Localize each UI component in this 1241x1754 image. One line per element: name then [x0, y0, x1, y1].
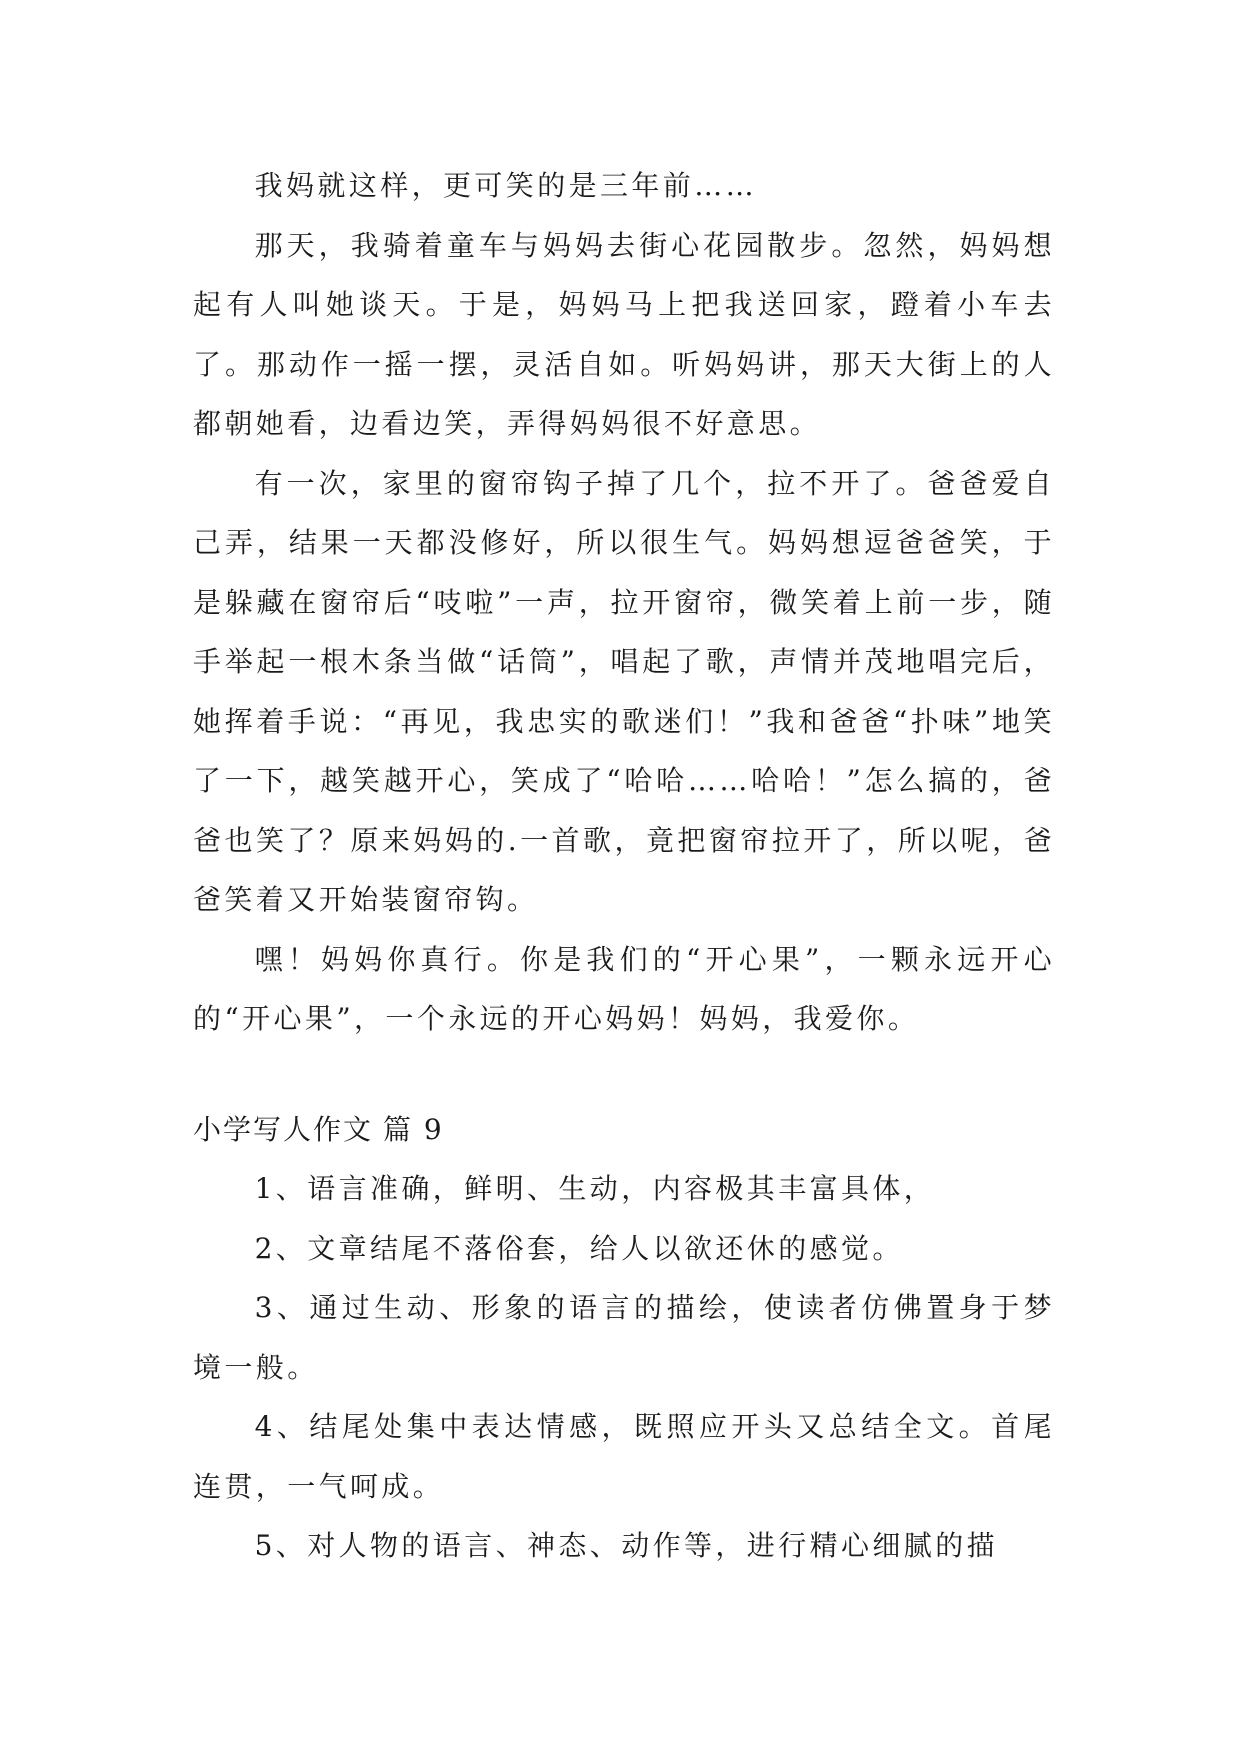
- section-heading: [193, 1100, 1055, 1160]
- section-heading-number: 篇 9: [383, 1112, 444, 1146]
- comment-item-2: 2、文章结尾不落俗套，给人以欲还休的感觉。: [254, 1231, 904, 1265]
- comment-item-3: 3、通过生动、形象的语言的描绘，使读者仿佛置身于梦境一般。: [193, 1291, 1055, 1384]
- comment-item-4: 4、结尾处集中表达情感，既照应开头又总结全文。首尾连贯，一气呵成。: [193, 1410, 1055, 1503]
- story-paragraph-2: 那天，我骑着童车与妈妈去街心花园散步。忽然，妈妈想起有人叫她谈天。于是，妈妈马上把我送回家，蹬着小车去了。那动作一摇一摆，灵活自如。听妈妈讲，那天大街上的人都朝她看，边看边笑，弄得妈妈很不好意思。: [193, 228, 1055, 440]
- comment-item-1: 1、语言准确，鲜明、生动，内容极其丰富具体，: [254, 1172, 936, 1205]
- story-paragraph-4: 嘿！妈妈你真行。你是我们的“开心果”，一颗永远开心的“开心果”，一个永远的开心妈妈！妈妈，我爱你。: [193, 942, 1055, 1035]
- story-paragraph-3: 有一次，家里的窗帘钩子掉了几个，拉不开了。爸爸爱自己弄，结果一天都没修好，所以很生气。妈妈想逗爸爸笑，于是躲藏在窗帘后“吱啦”一声，拉开窗帘，微笑着上前一步，随手举起一根木条当做“话筒”，唱起了歌，声情并茂地唱完后，她挥着手说：“再见，我忠实的歌迷们！”我和爸爸“扑味”地笑了一下，越笑越开心，笑成了“哈哈……哈哈！”怎么搞的，爸爸也笑了？原来妈妈的.一首歌，竟把窗帘拉开了，所以呢，爸爸笑着又开始装窗帘钩。: [193, 466, 1055, 916]
- comment-item-5: 5、对人物的语言、神态、动作等，进行精心细腻的描: [254, 1529, 999, 1562]
- story-paragraph-1: 我妈就这样，更可笑的是三年前……: [254, 169, 757, 202]
- section-heading-title: 小学写人作文: [193, 1112, 374, 1146]
- document-body: [193, 156, 1055, 1576]
